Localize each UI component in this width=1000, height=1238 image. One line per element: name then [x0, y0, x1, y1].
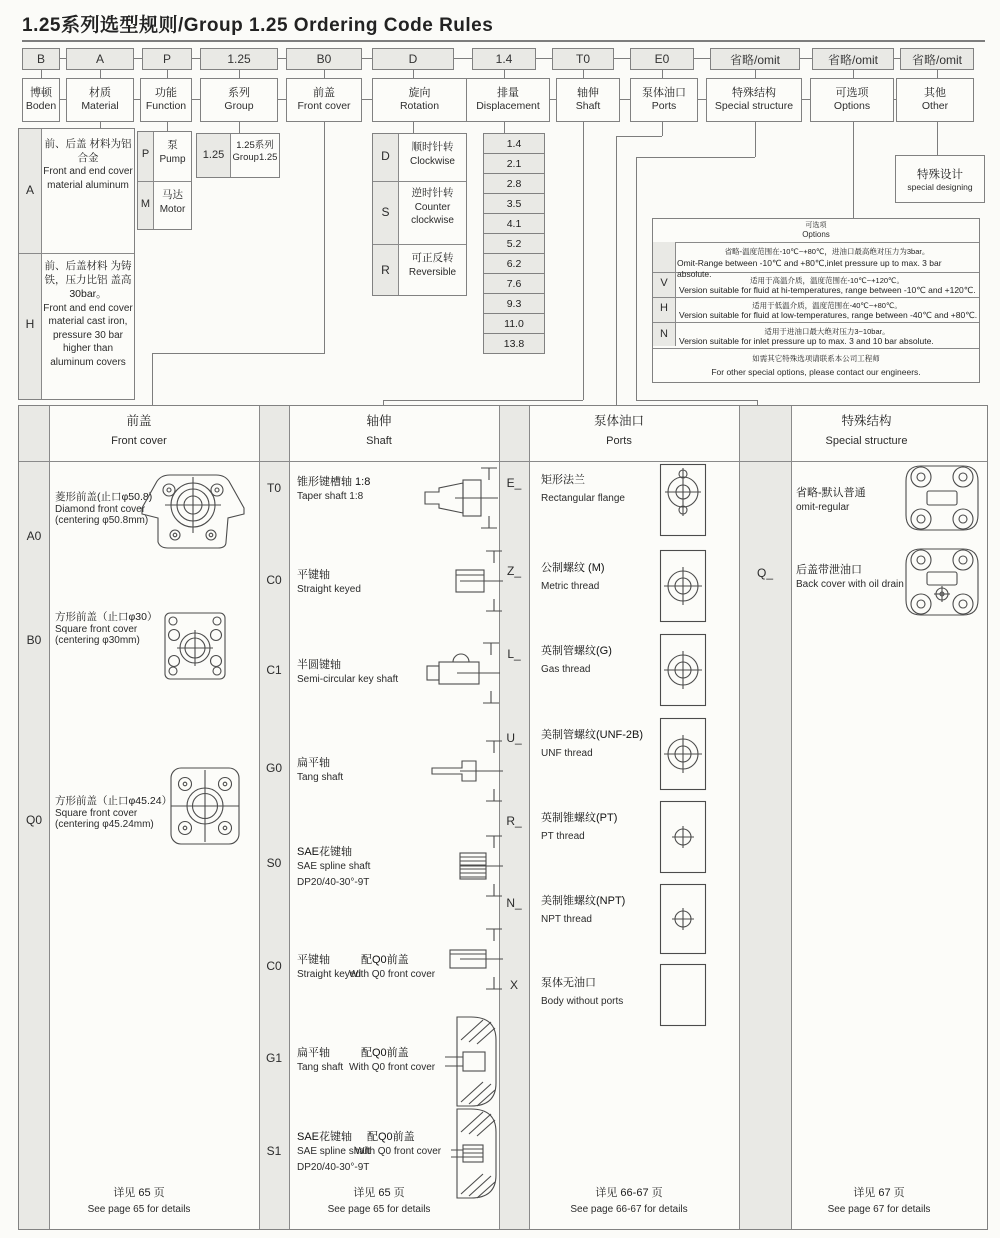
connector-line: [239, 70, 240, 78]
options-footer-en: For other special options, please contact our engineers.: [711, 366, 921, 377]
front-cover-item-q0: [55, 793, 172, 830]
displacement-value: 4.1: [483, 213, 545, 234]
group-cell: [231, 140, 279, 165]
connector-line: [383, 400, 583, 401]
ports-header-zh: 泵体油口: [593, 414, 644, 428]
group-en: Group1.25: [232, 152, 278, 164]
options-table: [652, 218, 980, 383]
material-h-en: Front and end cover material cast iron, pressure 30 bar higher than aluminum covers: [43, 302, 133, 368]
connector-line: [583, 122, 584, 400]
label-zh: 博顿: [30, 86, 52, 99]
gas-thread-drawing: [659, 633, 707, 707]
code-box-boden: B: [22, 48, 60, 70]
item-zh: 方形前盖（止口φ30）: [55, 611, 158, 623]
straight-keyed-q0-shaft-drawing: [424, 924, 504, 994]
square-front-cover-45-drawing: [165, 758, 245, 856]
item-en: Tang shaft: [297, 772, 344, 783]
options-code-h: H: [660, 302, 668, 314]
material-code-a: A: [25, 183, 34, 197]
footer-en: See page 66-67 for details: [570, 1204, 688, 1215]
square-front-cover-30-drawing: [159, 599, 231, 693]
shaft-header-zh: 轴伸: [366, 414, 392, 428]
connector-line: [167, 70, 168, 78]
straight-keyed-shaft-drawing: [424, 546, 504, 616]
page-title: 1.25系列选型规则/Group 1.25 Ordering Code Rules: [22, 15, 494, 36]
material-a-cell: [42, 137, 134, 192]
semi-circular-key-shaft-drawing: [417, 638, 501, 708]
item-zh: 锥形键槽轴 1:8: [297, 476, 371, 488]
options-header-divider: [653, 242, 979, 243]
label-box-ports: [630, 78, 698, 122]
footer-en: See page 67 for details: [827, 1204, 931, 1215]
item-zh: 英制管螺纹(G): [541, 645, 612, 657]
label-box-front-cover: [286, 78, 362, 122]
connector-line: [616, 136, 617, 405]
material-h-cell: [42, 259, 134, 369]
label-zh: 轴伸: [577, 86, 599, 99]
front-cover-item-b0: [55, 609, 158, 646]
special-code-strip: [739, 406, 792, 1229]
special-design-en: special designing: [907, 182, 973, 192]
displacement-value: 9.3: [483, 293, 545, 314]
footer-zh: 详见 67 页: [853, 1187, 905, 1199]
item-note-zh: 配Q0前盖: [367, 1131, 415, 1143]
item-zh: 扁平轴: [297, 1047, 330, 1059]
code-box-group: 1.25: [200, 48, 278, 70]
function-motor-cell: [154, 189, 191, 216]
options-v-en: Version suitable for fluid at hi-temperatures, range between -10℃ and +120℃.: [679, 285, 976, 295]
item-en: (centering φ30mm): [55, 635, 140, 646]
rotation-code-d: D: [381, 149, 390, 163]
material-code-strip: [19, 129, 42, 399]
footer-zh: 详见 65 页: [113, 1187, 165, 1199]
rotation-row-divider: [373, 181, 466, 182]
connector-line: [324, 122, 325, 353]
code-box-options: 省略/omit: [812, 48, 894, 70]
connector-line: [937, 70, 938, 78]
rotation-rev-en: Reversible: [408, 266, 457, 278]
options-h-en: Version suitable for fluid at low-temperatures, range between -40℃ and +80℃.: [679, 310, 978, 320]
item-en: NPT thread: [541, 914, 592, 925]
connector-line: [504, 122, 505, 133]
connector-line: [755, 122, 756, 157]
code-box-rotation: D: [372, 48, 454, 70]
tang-shaft-q0-drawing: [443, 1014, 499, 1109]
options-footer: [653, 354, 979, 378]
function-row-divider: [138, 181, 191, 182]
special-header-zh: 特殊结构: [841, 414, 892, 428]
shaft-header-en: Shaft: [366, 435, 392, 447]
function-table: [137, 131, 192, 230]
label-box-options: [810, 78, 894, 122]
ports-code-r: R_: [506, 814, 522, 828]
front-cover-header: [39, 414, 239, 448]
item-zh: 泵体无油口: [541, 977, 596, 989]
body-without-ports-drawing: [659, 963, 707, 1027]
item-zh: 扁平轴: [297, 757, 330, 769]
item-en: Metric thread: [541, 581, 600, 592]
displacement-value: 7.6: [483, 273, 545, 294]
function-code-p: P: [141, 148, 150, 160]
connector-line: [755, 70, 756, 78]
connector-line: [152, 353, 325, 354]
ports-code-x: X: [509, 978, 518, 992]
item-en: Body without ports: [541, 996, 624, 1007]
item-zh: 平键轴: [297, 954, 330, 966]
footer-zh: 详见 66-67 页: [595, 1187, 663, 1199]
item-en: SAE spline shaft: [297, 861, 371, 872]
rotation-rev-cell: [399, 252, 466, 279]
special-footer: [779, 1184, 979, 1215]
displacement-value: 13.8: [483, 333, 545, 354]
ports-header-en: Ports: [606, 435, 632, 447]
item-en: DP20/40-30°-9T: [297, 1162, 370, 1173]
connector-line: [937, 122, 938, 155]
label-box-group: [200, 78, 278, 122]
group-zh: 1.25系列: [236, 140, 274, 151]
shaft-code-g1: G1: [265, 1051, 282, 1065]
ports-footer: [519, 1184, 739, 1215]
front-cover-code-b0: B0: [26, 633, 42, 647]
item-note-en: With Q0 front cover: [349, 969, 436, 980]
displacement-value: 2.8: [483, 173, 545, 194]
item-en: Rectangular flange: [541, 493, 625, 504]
connector-line: [41, 70, 42, 78]
displacement-list: [483, 133, 545, 354]
footer-en: See page 65 for details: [327, 1204, 431, 1215]
sae-spline-shaft-drawing: [424, 831, 504, 901]
connector-line: [504, 70, 505, 78]
front-cover-code-q0: Q0: [25, 813, 42, 827]
options-h-zh: 适用于低温介质，温度范围在-40℃~+80℃。: [752, 301, 902, 310]
displacement-value: 5.2: [483, 233, 545, 254]
item-en: DP20/40-30°-9T: [297, 877, 370, 888]
shaft-code-c0: C0: [266, 573, 282, 587]
label-box-boden: [22, 78, 60, 122]
item-zh: SAE花键轴: [297, 1131, 353, 1143]
options-n-en: Version suitable for inlet pressure up to max. 3 and 10 bar absolute.: [679, 336, 934, 346]
special-code-q: Q_: [756, 566, 773, 580]
rotation-code-s: S: [381, 205, 390, 219]
displacement-value: 1.4: [483, 133, 545, 154]
material-a-en: Front and end cover material aluminum: [43, 166, 133, 191]
options-code-n: N: [660, 328, 668, 340]
item-en: PT thread: [541, 831, 585, 842]
function-motor-en: Motor: [159, 203, 186, 215]
label-zh: 特殊结构: [732, 86, 776, 99]
item-en: (centering φ45.24mm): [55, 819, 154, 830]
material-code-h: H: [25, 317, 35, 331]
item-en: Square front cover: [55, 624, 138, 635]
options-header: [653, 221, 979, 240]
ports-code-n: N_: [506, 896, 522, 910]
label-en: Special structure: [714, 100, 794, 113]
oil-drain-back-cover-drawing: [901, 544, 983, 622]
connector-line: [413, 70, 414, 78]
tang-shaft-drawing: [424, 736, 504, 806]
item-en: Straight keyed: [297, 584, 361, 595]
front-cover-code-a0: A0: [26, 529, 42, 543]
ports-code-l: L_: [507, 647, 521, 661]
item-zh: 省略-默认普通: [796, 487, 866, 499]
item-en: omit-regular: [796, 502, 850, 513]
options-omit-zh: 省略-温度范围在-10℃~+80℃，进油口最高绝对压力为3bar。: [724, 247, 930, 256]
connector-line: [583, 70, 584, 78]
label-box-rotation: [372, 78, 467, 122]
item-note-zh: 配Q0前盖: [361, 1047, 409, 1059]
label-en: Boden: [25, 100, 57, 113]
material-row-divider: [19, 253, 134, 254]
options-omit-en: Omit-Range between -10℃ and +80℃,inlet pressure up to max. 3 bar absolute.: [677, 258, 942, 279]
material-a-zh: 前、后盖 材料为铝合金: [44, 138, 132, 165]
shaft-header: [279, 414, 479, 448]
label-box-function: [140, 78, 192, 122]
title-underline: [22, 40, 985, 42]
ports-code-z: Z_: [506, 564, 521, 578]
options-title-zh: 可选项: [805, 222, 827, 229]
code-box-other: 省略/omit: [900, 48, 974, 70]
item-zh: 平键轴: [297, 569, 330, 581]
function-code-m: M: [140, 198, 151, 210]
code-box-displacement: 1.4: [472, 48, 536, 70]
displacement-value: 6.2: [483, 253, 545, 274]
item-en: Tang shaft: [297, 1062, 344, 1073]
rotation-ccw-cell: [399, 187, 466, 227]
front-cover-footer: [29, 1184, 249, 1215]
item-zh: 公制螺纹 (M): [541, 562, 605, 574]
label-en: Ports: [651, 100, 677, 113]
connector-line: [636, 157, 637, 400]
item-zh: 菱形前盖(止口φ50.8): [55, 491, 153, 503]
item-en: SAE spline shaft: [297, 1146, 371, 1157]
shaft-code-t0: T0: [266, 481, 281, 495]
item-zh: 半圆键轴: [297, 659, 341, 671]
item-zh: 后盖带泄油口: [796, 564, 862, 576]
item-zh: 美制锥螺纹(NPT): [541, 895, 626, 907]
item-en: Gas thread: [541, 664, 591, 675]
code-box-ports: E0: [630, 48, 694, 70]
label-en: Material: [81, 100, 119, 113]
rotation-cw-en: Clockwise: [409, 155, 455, 167]
code-box-material: A: [66, 48, 134, 70]
shaft-code-strip: [259, 406, 290, 1229]
item-en: Square front cover: [55, 808, 138, 819]
label-zh: 系列: [228, 86, 250, 99]
label-zh: 可选项: [835, 86, 869, 99]
item-en: Back cover with oil drain: [796, 579, 904, 590]
label-box-material: [66, 78, 134, 122]
function-pump-cell: [154, 139, 191, 166]
displacement-value: 11.0: [483, 313, 545, 334]
item-note-en: With Q0 front cover: [349, 1062, 436, 1073]
rotation-ccw-zh: 逆时针转: [411, 187, 454, 199]
connector-line: [662, 70, 663, 78]
connector-line: [636, 400, 758, 401]
function-pump-zh: 泵: [167, 139, 178, 151]
item-zh: SAE花键轴: [297, 846, 353, 858]
connector-line: [853, 70, 854, 78]
connector-line: [152, 353, 153, 405]
rotation-row-divider: [373, 244, 466, 245]
front-cover-header-en: Front cover: [111, 435, 167, 447]
options-v-zh: 适用于高温介质，温度范围在-10℃~+120℃。: [750, 276, 904, 285]
special-header-en: Special structure: [825, 435, 908, 447]
connector-line: [167, 122, 168, 131]
regular-back-cover-drawing: [901, 461, 983, 535]
label-en: Options: [833, 100, 871, 113]
connector-line: [853, 122, 854, 218]
label-zh: 功能: [155, 86, 177, 99]
displacement-value: 2.1: [483, 153, 545, 174]
item-en: UNF thread: [541, 748, 593, 759]
connector-line: [413, 122, 414, 133]
label-en: Shaft: [575, 100, 601, 113]
rotation-ccw-en: Counter clockwise: [411, 201, 454, 226]
rotation-table: [372, 133, 467, 296]
details-table: [18, 405, 988, 1230]
shaft-code-s1: S1: [266, 1144, 282, 1158]
pt-thread-drawing: [659, 800, 707, 874]
connector-line: [662, 122, 663, 136]
label-zh: 旋向: [408, 86, 431, 99]
label-zh: 泵体油口: [642, 86, 686, 99]
special-header: [759, 414, 974, 448]
diamond-front-cover-drawing: [139, 463, 247, 563]
special-design-box: [895, 155, 985, 203]
shaft-code-c1: C1: [266, 663, 282, 677]
item-zh: 美制管螺纹(UNF-2B): [541, 729, 644, 741]
ports-code-e: E_: [506, 476, 522, 490]
npt-thread-drawing: [659, 883, 707, 955]
column-divider: [259, 406, 260, 1229]
footer-en: See page 65 for details: [87, 1204, 191, 1215]
displacement-value: 3.5: [483, 193, 545, 214]
material-table: [18, 128, 135, 400]
rotation-code-r: R: [381, 263, 390, 277]
options-code-v: V: [660, 277, 668, 289]
item-note-zh: 配Q0前盖: [361, 954, 409, 966]
label-en: Displacement: [476, 100, 540, 113]
function-pump-en: Pump: [159, 153, 186, 165]
label-en: Rotation: [399, 100, 440, 113]
special-design-zh: 特殊设计: [917, 169, 963, 181]
rotation-cw-zh: 顺时针转: [411, 141, 454, 153]
group-code: 1.25: [202, 149, 225, 161]
label-box-special: [706, 78, 802, 122]
front-cover-header-zh: 前盖: [126, 414, 152, 428]
connector-line: [239, 122, 240, 133]
connector-line: [100, 70, 101, 78]
label-zh: 材质: [89, 86, 111, 99]
item-en: Taper shaft 1:8: [297, 491, 364, 502]
options-row-divider: [653, 322, 979, 323]
shaft-code-s0: S0: [266, 856, 282, 870]
connector-line: [616, 136, 662, 137]
options-n-zh: 适用于进油口最大绝对压力3~10bar。: [764, 327, 890, 336]
rectangular-flange-drawing: [659, 463, 707, 537]
connector-line: [324, 70, 325, 78]
group-box: [196, 133, 280, 178]
code-box-special: 省略/omit: [710, 48, 800, 70]
options-row-divider: [653, 297, 979, 298]
label-zh: 前盖: [313, 86, 335, 99]
rotation-rev-zh: 可正反转: [411, 252, 454, 264]
footer-zh: 详见 65 页: [353, 1187, 405, 1199]
header-divider: [19, 461, 987, 462]
label-box-shaft: [556, 78, 620, 122]
options-footer-zh: 如需其它特殊选项请联系本公司工程师: [752, 354, 880, 363]
code-box-front-cover: B0: [286, 48, 362, 70]
label-zh: 其他: [924, 86, 946, 99]
metric-thread-drawing: [659, 549, 707, 623]
label-en: Front cover: [297, 100, 351, 113]
label-en: Other: [921, 100, 949, 113]
item-note-en: With Q0 front cover: [355, 1146, 442, 1157]
function-motor-zh: 马达: [162, 189, 183, 201]
item-en: (centering φ50.8mm): [55, 515, 149, 526]
shaft-code-g0: G0: [265, 761, 282, 775]
ports-header: [519, 414, 719, 448]
item-zh: 英制锥螺纹(PT): [541, 812, 618, 824]
code-box-function: P: [142, 48, 192, 70]
label-en: Function: [145, 100, 187, 113]
code-box-shaft: T0: [552, 48, 614, 70]
ports-code-u: U_: [506, 731, 522, 745]
options-row-divider: [653, 348, 979, 349]
connector-line: [636, 157, 755, 158]
item-zh: 矩形法兰: [541, 474, 585, 486]
front-cover-item-a0: [55, 489, 152, 526]
label-zh: 排量: [497, 86, 519, 99]
label-box-displacement: [466, 78, 550, 122]
item-en: Semi-circular key shaft: [297, 674, 399, 685]
options-title-en: Options: [802, 230, 830, 240]
label-box-other: [896, 78, 974, 122]
item-zh: 方形前盖（止口φ45.24）: [55, 795, 173, 807]
item-en: Straight keyed: [297, 969, 361, 980]
sae-spline-q0-shaft-drawing: [443, 1106, 499, 1201]
shaft-code-c0-q0: C0: [266, 959, 282, 973]
item-en: Diamond front cover: [55, 504, 146, 515]
rotation-cw-cell: [399, 141, 466, 168]
label-en: Group: [224, 100, 254, 113]
taper-shaft-drawing: [419, 463, 499, 533]
column-divider: [739, 406, 740, 1229]
unf-thread-drawing: [659, 717, 707, 791]
material-h-zh: 前、后盖材料 为铸铁，压力比铝 盖高 30bar。: [44, 260, 132, 301]
